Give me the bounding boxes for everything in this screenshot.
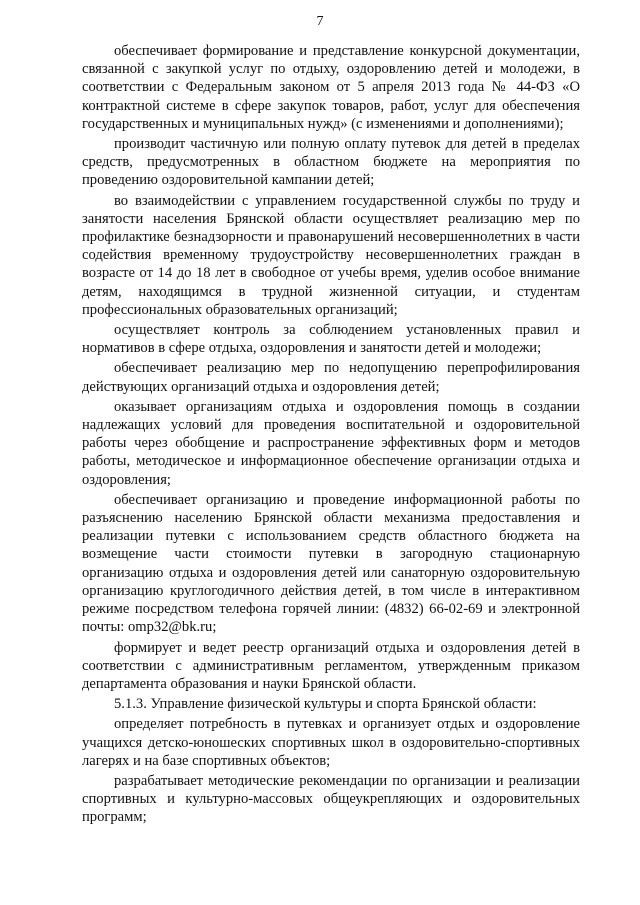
paragraph-voucher-payment: производит частичную или полную оплату путевок для детей в пределах средств, предусмотренных в областном бюджете на мероприятия по проведению оздоровительной кампании детей; <box>82 136 580 189</box>
paragraph-rules-control: осуществляет контроль за соблюдением установленных правил и нормативов в сфере отдыха, оздоровления и занятости детей и молодежи; <box>82 322 580 357</box>
paragraph-registry: формирует и ведет реестр организаций отдыха и оздоровления детей в соответствии с административным регламентом, утвержденным приказом департамента образования и науки Брянской области. <box>82 639 580 692</box>
page-number: 7 <box>316 14 324 29</box>
paragraph-information-work: обеспечивает организацию и проведение информационной работы по разъяснению населению Брянской области механизма предоставления и реализации путевки с использованием средств областного бюджета на возмещение части стоимости путевки в загородную стационарную организацию отдыха и оздоровления детей или санаторную оздоровительную организацию круглогодичного действия детей, в том числе в интерактивном режиме посредством телефона горячей линии: (4832) 66-02-69 и электронной почты: omp32@bk.ru; <box>82 491 580 636</box>
paragraph-sport-demand: определяет потребность в путевках и организует отдых и оздоровление учащихся детско-юношеских спортивных школ в оздоровительно-спортивных лагерях и на базе спортивных объектов; <box>82 716 580 769</box>
document-body <box>82 42 580 827</box>
paragraph-employment-cooperation: во взаимодействии с управлением государственной службы по труду и занятости населения Брянской области осуществляет реализацию мер по профилактике безнадзорности и правонарушений несовершеннолетних в части содействия временному трудоустройству несовершеннолетних граждан в возрасте от 14 до 18 лет в свободное от учебы время, уделив особое внимание детям, находящимся в трудной жизненной ситуации, и студентам профессиональных образовательных организаций; <box>82 192 580 318</box>
paragraph-no-repurposing: обеспечивает реализацию мер по недопущению перепрофилирования действующих организаций отдыха и оздоровления детей; <box>82 360 580 395</box>
paragraph-method-recommendations: разрабатывает методические рекомендации по организации и реализации спортивных и культурно-массовых общеукрепляющих и оздоровительных программ; <box>82 772 580 826</box>
section-heading-5-1-3: 5.1.3. Управление физической культуры и спорта Брянской области: <box>114 696 537 713</box>
paragraph-competition-docs: обеспечивает формирование и представление конкурсной документации, связанной с закупкой услуг по отдыху, оздоровлению детей и молодежи, в соответствии с Федеральным законом от 5 апреля 2013 года № 44-ФЗ «О контрактной системе в сфере закупок товаров, работ, услуг для обеспечения государственных и муниципальных нужд» (с изменениями и дополнениями); <box>82 43 580 132</box>
paragraph-organization-support: оказывает организациям отдыха и оздоровления помощь в создании надлежащих условий для проведения воспитательной и оздоровительной работы через обобщение и распространение эффективных форм и методов работы, методическое и информационное обеспечение организации отдыха и оздоровления; <box>82 398 580 488</box>
